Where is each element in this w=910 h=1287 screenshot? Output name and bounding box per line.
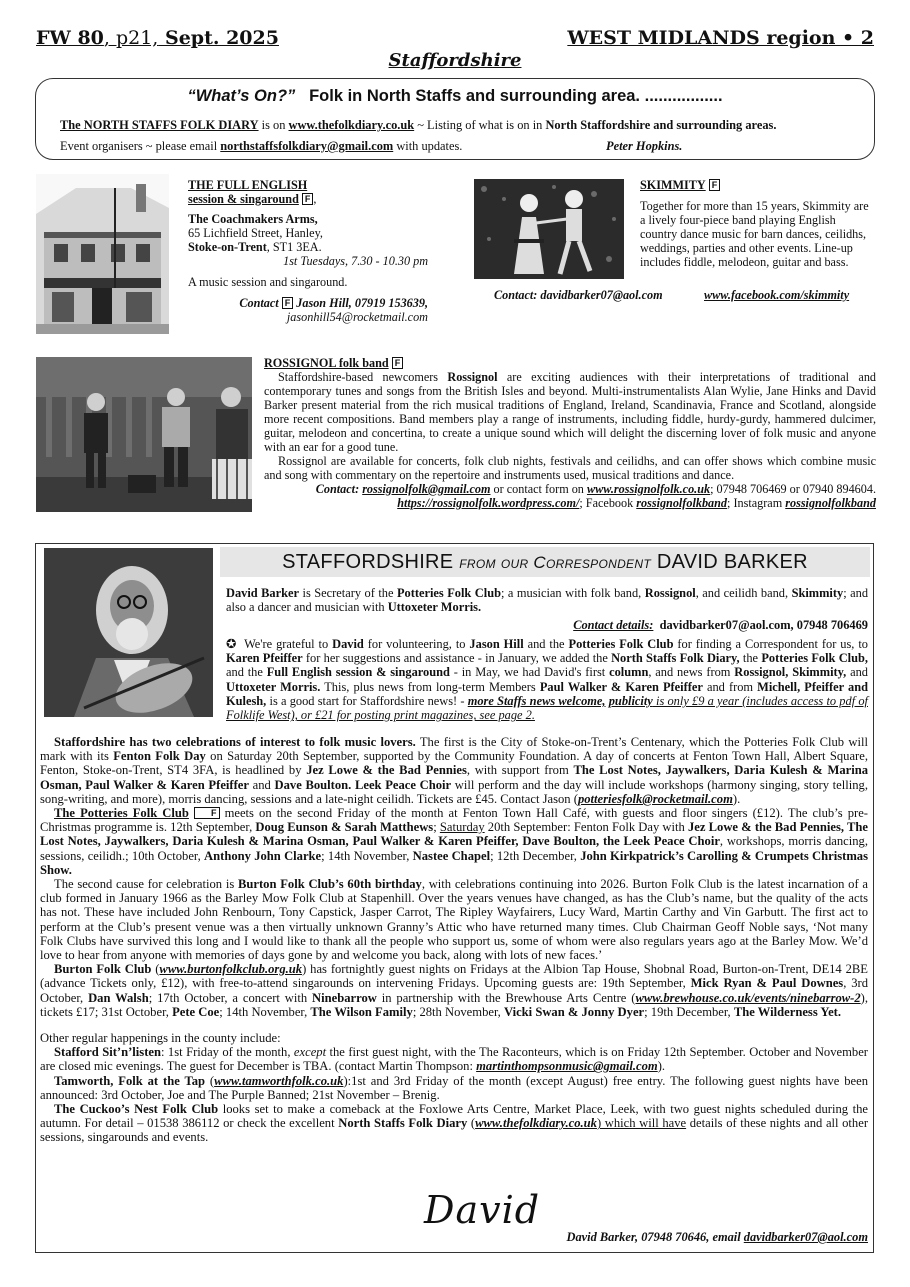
rossignol-title: ROSSIGNOL folk band (264, 356, 389, 370)
stafford-email-link[interactable]: martinthompsonmusic@gmail.com (476, 1059, 658, 1074)
text: and from (702, 679, 758, 694)
text: DAVID BARKER (656, 551, 808, 573)
text: Rossignol (644, 586, 696, 600)
correspondent-heading (220, 547, 870, 577)
text: for finding a Correspondent for us, to (673, 636, 868, 651)
text: David Barker (226, 586, 300, 600)
rossignol-availability: Rossignol are available for concerts, folk club nights, festivals and ceilidhs, and can offer shows which combine music and song with commentary on the repertoire and instruments used, musical traditions and dance. (264, 454, 876, 482)
text: with updates. (393, 139, 463, 153)
text: , workshops, morris dancing, sessions, ceilidh.; 10th October, (40, 834, 869, 863)
text: details of these nights and all other sessions, singarounds and events. (40, 1116, 869, 1145)
text: the first guest night, with the The Raconteurs, which is on Friday 12th September. October and November are closed mic evenings. The guest for December is TBA. (contact Martin Thompson: (40, 1045, 868, 1074)
coachmakers-arms-photo (36, 174, 169, 334)
county-title: Staffordshire (388, 50, 522, 71)
text: Rossignol (447, 370, 498, 384)
text: ) which will have (596, 1116, 687, 1131)
article-paragraph: The Cuckoo’s Nest Folk Club looks set to make a comeback at the Foxlowe Arts Centre, Market Place, Leek, with two guest nights scheduled during the autumn. For detail – 01538 386112 or check the excellent North Staffs Folk Diary (www.thefolkdiary.co.uk) which will have details of these nights and all other sessions, singarounds and events. (40, 1102, 869, 1145)
text: Burton Folk Club (54, 962, 152, 977)
rossignol-email[interactable]: rossignolfolk@gmail.com (362, 482, 491, 496)
brewhouse-link[interactable]: www.brewhouse.co.uk/events/ninebarrow-2 (635, 990, 861, 1005)
text: ; Instagram (727, 496, 786, 510)
text: Potteries Folk Club (396, 586, 501, 600)
text: ), tickets £17; 31st October, (40, 990, 868, 1019)
text: John Kirkpatrick’s Carolling & Crumpets Christmas Show. (40, 848, 869, 877)
other-happenings-intro: Other regular happenings in the county include: (40, 1031, 281, 1046)
text: Contact (239, 296, 279, 310)
whatson-title (36, 87, 874, 106)
event-description: A music session and singaround. (188, 275, 348, 289)
article-paragraph (40, 806, 868, 877)
text: Stoke-on-Trent (188, 240, 267, 254)
text: The Wilderness Yet. (733, 1004, 842, 1019)
rossignol-block (264, 356, 876, 510)
text: ):1st and 3rd Friday of the month (except August) free entry. The following guest nights have been announced: 3rd October, Joe and The Purple Banned; 21st November – Brenig. (40, 1073, 868, 1102)
whatson-box (35, 78, 875, 160)
text: Staffordshire-based newcomers (278, 370, 448, 384)
text: North Staffs Folk Diary (338, 1116, 468, 1131)
text: publicity (608, 694, 653, 709)
text: Doug Eunson & Sarah Matthews (255, 820, 434, 835)
text: ; 07948 706469 or 07940 894604. (710, 482, 876, 496)
text: We're grateful to (244, 636, 333, 651)
text: ; a musician with folk band, (500, 586, 645, 600)
correspondent-intro (226, 586, 868, 723)
text: The Cuckoo’s Nest Folk Club (54, 1102, 219, 1117)
folk-flag-icon: F (392, 357, 404, 369)
text: more Staffs news welcome, (467, 694, 606, 709)
folk-flag-icon: F (282, 297, 294, 309)
text: Potteries Folk Club (568, 636, 674, 651)
text: ; (433, 820, 440, 835)
issue-number: FW 80 (36, 27, 104, 49)
full-english-title: THE FULL ENGLISH (188, 178, 308, 192)
text: Jason Hill (469, 636, 524, 651)
text: Tamworth, Folk at the Tap (54, 1073, 206, 1088)
text: Event organisers ~ please email (60, 139, 221, 153)
folk-flag-icon: F (709, 179, 721, 191)
text: , ST1 3EA. (266, 240, 322, 254)
text: The first is the City of Stoke-on-Trent’s Centenary, which the Potteries Folk Club will mark with its (40, 735, 868, 764)
skimmity-title: SKIMMITY (640, 178, 706, 192)
contact-details-value[interactable]: davidbarker07@aol.com, 07948 706469 (659, 617, 868, 632)
contact-name: Jason Hill, 07919 153639, (296, 296, 428, 310)
text: Uttoxeter Morris. (387, 600, 482, 615)
text: Burton Folk Club’s 60th birthday (237, 877, 422, 892)
page-header-left (36, 27, 279, 49)
rossignol-facebook-link[interactable]: rossignolfolkband (636, 496, 728, 510)
venue-name: The Coachmakers Arms, (188, 212, 318, 226)
text: Jez Lowe & the Bad Pennies, The Lost Notes, Jaywalkers, Daria Kulesh & Marina Osman, Paul Walker & Karen Pfeiffer, Dave Boulton, the Leek Peace Choir (40, 820, 868, 849)
text: and the (523, 636, 569, 651)
signature-line (567, 1230, 868, 1244)
article-paragraph (40, 735, 868, 806)
text: ; 17th October, a concert with (148, 990, 313, 1005)
text: Vicki Swan & Jonny Dyer (503, 1004, 645, 1019)
folk-flag-icon: F (302, 193, 314, 205)
article-paragraph: Tamworth, Folk at the Tap (www.tamworthfolk.co.uk):1st and 3rd Friday of the month (except August) free entry. The following guest nights have been announced: 3rd October, Joe and The Purple Banned; 21st November – Brenig. (40, 1073, 868, 1102)
text: Saturday (439, 820, 485, 835)
text: Fenton Folk Day (113, 749, 206, 764)
skimmity-block (640, 178, 875, 269)
folkdiary-link[interactable]: www.thefolkdiary.co.uk (475, 1116, 597, 1131)
david-barker-photo (44, 548, 213, 717)
text: ). (657, 1059, 666, 1074)
text: Michell, Pfeiffer and Kulesh, (226, 679, 869, 709)
text: column (609, 665, 649, 680)
skimmity-woodcut-image (474, 179, 624, 279)
text: , 3rd October, (40, 976, 868, 1005)
whatson-line-1 (60, 118, 776, 132)
text: ; 28th November, (412, 1004, 504, 1019)
text: - in May, we had David's first (449, 665, 610, 680)
contact-details-label: Contact details: (573, 617, 654, 632)
text: and the (226, 665, 267, 680)
text: Stafford Sit’n’listen (54, 1045, 161, 1060)
text: and (846, 665, 868, 680)
text: Nastee Chapel (412, 848, 491, 863)
text: for volunteering, to (363, 636, 470, 651)
text: meets on the second Friday of the month at Fenton Town Hall Café, with guests and floor singers (£12). The club’s pre-Christmas programme is. 12th September, (40, 806, 868, 835)
text: looks set to make a comeback at the Foxlowe Arts Centre, Market Place, Leek, with two guest nights scheduled during the autumn. For detail – 01538 386112 or check the excellent (40, 1102, 869, 1131)
folk-flag-icon: F (194, 807, 220, 819)
text: , and ceilidh band, (695, 586, 792, 600)
text: Dave Boulton. Leek Peace Choir (274, 777, 452, 792)
event-time: 1st Tuesdays, 7.30 - 10.30 pm (283, 254, 428, 268)
whatson-title-rest: Folk in North Staffs and surrounding area. ................. (309, 87, 723, 105)
text: The Potteries Folk Club (54, 806, 189, 821)
text: Ninebarrow (312, 990, 377, 1005)
text: has fortnightly guest nights on Fridays at the Albion Tap House, Shobnal Road, Burton-on-Trent, DE14 2BE (advance Tickets only, £12), with free-to-attend singarounds on intervening Fridays. Upcoming guests are: 19th September, (40, 962, 868, 991)
text: Contact: (315, 482, 360, 496)
potteries-email-link[interactable]: potteriesfolk@rocketmail.com (577, 791, 733, 806)
diary-link[interactable]: www.thefolkdiary.co.uk (288, 118, 415, 132)
text: Karen Pfeiffer (226, 651, 303, 666)
text: , with support from (466, 763, 574, 778)
page-header-right: WEST MIDLANDS region • 2 (567, 27, 874, 49)
burton-site-link[interactable]: www.burtonfolkclub.org.uk (159, 962, 303, 977)
whatson-line-2 (60, 139, 860, 153)
text: Staffordshire has two celebrations of interest to folk music lovers. (54, 735, 416, 749)
star-icon: ✪ (226, 635, 237, 651)
text: from our Correspondent (459, 553, 651, 572)
text: ; and also a dancer and musician with (226, 586, 869, 615)
text: The Wilson Family (310, 1004, 413, 1019)
rossignol-blog-link[interactable]: https://rossignolfolk.wordpress.com/ (397, 496, 580, 510)
text: ; 12th December, (490, 848, 581, 863)
text: Uttoxeter Morris. (226, 679, 321, 694)
text: except (293, 1045, 327, 1060)
text: ; 14th November, (321, 848, 413, 863)
text: : 1st Friday of the month, (161, 1045, 294, 1060)
text: is Secretary of the (299, 586, 397, 600)
text: Full English session & singaround (266, 665, 450, 680)
text: on Saturday 20th September, supported by the Community Foundation. A day of concerts at Fenton Town Hall, Albert Square, Fenton, Stoke-on-Trent, ST4 3FA, is headlined by (40, 749, 868, 778)
text: This, plus news from long-term Members (320, 679, 540, 694)
diary-email-link[interactable]: northstaffsfolkdiary@gmail.com (220, 139, 394, 153)
article-paragraph (40, 877, 868, 962)
text: ; 14th November, (219, 1004, 311, 1019)
text: Mick Ryan & Paul Downes (690, 976, 844, 991)
article-body (40, 735, 868, 1145)
rossignol-band-photo (36, 357, 252, 512)
full-english-subtitle: session & singaround (188, 192, 299, 206)
text: Potteries Folk Club, (761, 651, 868, 666)
whatson-quote: “What’s On?” (187, 87, 296, 105)
text: is only £9 a year (includes access to pdf of Folklife West), or £21 for posting print magazines, see page 2. (226, 694, 868, 723)
text: , with celebrations continuing into 2026. Burton Folk Club is the latest incarnation of a club formed in January 1966 as the Barley Mow Folk Club at Stapenhill. Over the years venues have changed, as has the Club’s name, but the quality of the acts has not. These have included John Renbourn, Tony Capstick, Jasper Carrot, The Ripley Wayfairers, Lucy Ward, Martin Carthy and Vin Garbutt. The first act to perform at the Club’s present venue was a then virtually unknown Granny’s Attic who have returned many times. Club Chairman Geoff Noble says, ‘Not many Folk Clubs have survived this long and I would like to thank all the people who support us, some of whom were also regulars years ago at the Barley Mow. We’d love to hear from anyone with memories of days gone by and welcome you back, along with lots of new faces.’ (40, 877, 869, 963)
text: in partnership with the Brewhouse Arts Centre ( (376, 990, 636, 1005)
text: will perform and the day will include workshops (harmony singing, story telling, song-writing, and more), morris dancing, sessions and a late-night ceilidh. Tickets are £45. Contact Jason ( (40, 777, 869, 806)
text: The second cause for celebration is (54, 877, 238, 892)
tamworth-site-link[interactable]: www.tamworthfolk.co.uk (214, 1073, 344, 1088)
text: 20th September: Fenton Folk Day with (484, 820, 688, 835)
text: David (332, 636, 364, 651)
text: ). (732, 791, 741, 806)
full-english-block: THE FULL ENGLISH session & singaround F , The Coachmakers Arms, 65 Lichfield Street, Hanley, Stoke-on-Trent, ST1 3EA. 1st Tuesdays, 7.30 - 10.30 pm A music session and singaround. Contact F Jason Hill, 07919 153639, jasonhill54@rocketmail.com (188, 178, 438, 324)
rossignol-site-link[interactable]: www.rossignolfolk.co.uk (586, 482, 711, 496)
text: ; Facebook (579, 496, 637, 510)
text: , and news from (648, 665, 735, 680)
text: Paul Walker & Karen Pfeiffer (539, 679, 703, 694)
skimmity-description: Together for more than 15 years, Skimmity are a lively four-piece band playing English country dance music for barn dances, ceilidhs, weddings, parties and other events. Line-up includes fiddle, melodeon, guitar and bass. (640, 199, 869, 269)
text: for her suggestions and assistance - in January, we added the (302, 651, 612, 666)
article-paragraph (40, 1045, 868, 1073)
skimmity-contact (494, 288, 663, 302)
text: Skimmity (791, 586, 844, 600)
handwritten-signature: David (424, 1188, 541, 1232)
issue-date: Sept. 2025 (158, 27, 279, 49)
text: David Barker, 07948 70646, email (566, 1230, 744, 1244)
text: and (248, 777, 275, 792)
text: is on (258, 118, 289, 132)
text: The Lost Notes, Jaywalkers, Daria Kulesh & Marina Osman, Paul Walker & Karen Pfeiffer (40, 763, 869, 792)
diary-name: The NORTH STAFFS FOLK DIARY (60, 118, 259, 132)
text: STAFFORDSHIRE (282, 551, 454, 573)
venue-address: 65 Lichfield Street, Hanley, (188, 226, 323, 240)
text: the (739, 651, 762, 666)
text: ~ Listing of what is on in (414, 118, 546, 132)
text: are exciting audiences with their interpretations of traditional and contemporary tunes and songs from the British Isles and beyond. Multi-instrumentalists Alan Wylie, Jane Hinks and David Barker present material from the rich musical traditions of England, Ireland, Scandinavia, France and Scotland, alongside more recent compositions. Band members play a range of instruments, including fiddle, hurdy-gurdy, hammered dulcimer, guitar, melodeon and concertina, to create a unique sound which will delight the discerning lover of folk music and anyone with an ear for a good tune. (264, 370, 877, 454)
text: ; 19th December, (644, 1004, 734, 1019)
text: Jez Lowe & the Bad Pennies (306, 763, 467, 778)
text: is a good start for Staffordshire news! - (266, 694, 468, 709)
david-email-link[interactable]: davidbarker07@aol.com (743, 1230, 868, 1244)
text: or contact form on (490, 482, 587, 496)
text: North Staffordshire and surrounding areas. (545, 118, 777, 132)
text: Pete Coe (172, 1004, 220, 1019)
text: Dan Walsh (88, 990, 149, 1005)
text: North Staffs Folk Diary, (611, 651, 740, 666)
contact-email[interactable]: jasonhill54@rocketmail.com (286, 310, 428, 324)
text: Anthony John Clarke (204, 848, 322, 863)
text: Rossignol, Skimmity, (734, 665, 847, 680)
rossignol-instagram-link[interactable]: rossignolfolkband (785, 496, 876, 510)
signature-peter: Peter Hopkins. (606, 139, 683, 153)
page-number: , p21, (103, 27, 159, 49)
skimmity-email[interactable]: Contact: davidbarker07@aol.com (494, 288, 663, 302)
article-paragraph: Burton Folk Club (www.burtonfolkclub.org.uk) has fortnightly guest nights on Fridays at the Albion Tap House, Shobnal Road, Burton-on-Trent, DE14 2BE (advance Tickets only, £12), with free-to-attend singarounds on intervening Fridays. Upcoming guests are: 19th September, Mick Ryan & Paul Downes, 3rd October, Dan Walsh; 17th October, a concert with Ninebarrow in partnership with the Brewhouse Arts Centre (www.brewhouse.co.uk/events/ninebarrow-2), tickets £17; 31st October, Pete Coe; 14th November, The Wilson Family; 28th November, Vicki Swan & Jonny Dyer; 19th December, The Wilderness Yet. (40, 962, 868, 1019)
skimmity-facebook-link[interactable]: www.facebook.com/skimmity (704, 288, 850, 302)
